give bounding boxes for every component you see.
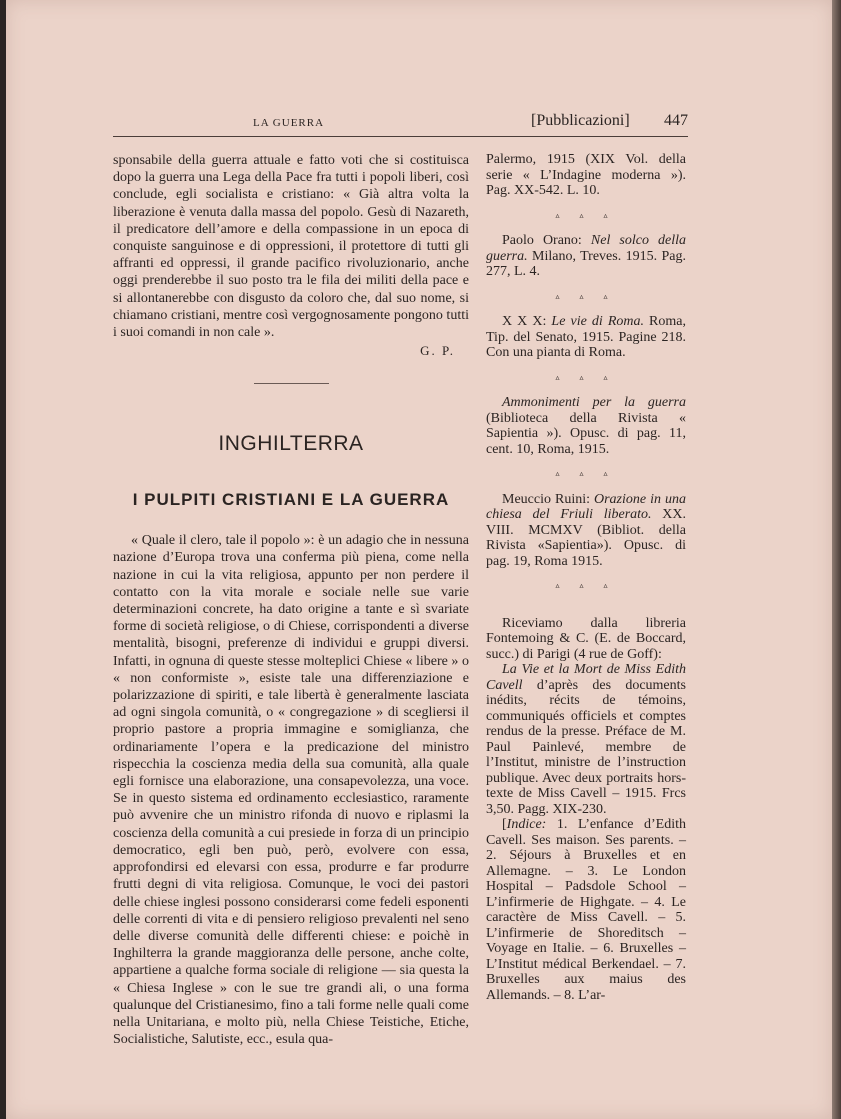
- ornament-divider: ▵ ▵ ▵: [555, 469, 617, 478]
- book-entry: La Vie et la Mort de Miss Edith Cavell d’après des documents inédits, récits de témoins, communiqués officiels et comptes rendus de la presse. Préface de M. Paul Painlevé, membre de l’Institut, ministre de l’instruction publique. Avec deux portraits hors-texte de Miss Cavell – 1915. Frcs 3,50. Pagg. XIX-230.: [486, 662, 686, 817]
- article-paragraph: « Quale il clero, tale il popolo »: è un adagio che in nessuna nazione d’Europa trova una conferma più piena, come nella nazione in cui la vita religiosa, appunto per non perdere il contatto con la vita morale e sociale nelle sue varie determinazioni concrete, ha dato origine a tante e sì svariate forme di società religiose, o di Chiese, corrispondenti a diverse mentalità, bisogni, preferenze di individui e gruppi diversi. Infatti, in ognuna di queste stesse molteplici Chiese « libere » o « non conformiste », esiste tale una differenziazione e polarizzazione di spiriti, e tale libertà è generalmente lasciata ad ogni singola comunità, o « congregazione » di scegliersi il proprio pastore a propria immagine e somiglianza, che ordinariamente l’opera e la predicazione del ministro rispecchia la coscienza media della sua comunità, alla quale egli fornisce una elaborazione, una consapevolezza, una voce. Se in questo sistema ed ordinamento ecclesiastico, raramente può avvenire che un ministro rifonda di nuovo e riplasmi la coscienza della comunità a cui presiede in forza di un principio democratico, egli ben può, però, evolvere con essa, approfondirsi ed elevarsi con essa, produrre e far produrre frutti degni di vita religiosa. Comunque, le voci dei pastori delle chiese inglesi possono considerarsi come fedeli esponenti delle correnti di vita e di pensiero religioso prevalenti nel seno delle diverse comunità delle differenti chiese: e poichè in Inghilterra la grande maggioranza delle persone, anche colte, appartiene a qualche forma sociale di religione — sia questa la « Chiesa Inglese » con le sue tre grandi ali, o una forma qualunque del Cristianesimo, fino a tali forme nelle quali come nella Unitariana, e molto più, nella Chiese Teistiche, Etiche, Socialistiche, Salutiste, ecc., esula qua-: [113, 533, 469, 1048]
- section-title: INGHILTERRA: [218, 432, 364, 456]
- ornament-divider: ▵ ▵ ▵: [555, 581, 617, 590]
- ornament-divider: ▵ ▵ ▵: [555, 291, 617, 301]
- page-edge-shadow: [832, 0, 841, 1119]
- continuation-paragraph: sponsabile della guerra attuale e fatto voti che si costituisca dopo la guerra una Lega della Pace fra tutti i popoli liberi, così conclude, egli socialista e cristiano: « Già altra volta la liberazione è venuta dalla massa del popolo. Gesù di Nazareth, il predicatore dell’amore e della compassione in un epoca di conquiste sanguinose e di oppressioni, il protettore di tutti gli affranti ed oppressi, il grande pacifico rivoluzionario, anche oggi prenderebbe il suo posto tra le fila dei militi della pace e si allontanerebbe con disgusto da coloro che, dal suo nome, si chiamano cristiani, mentre così vergognosamente pongono tutti i suoi comandi in non cale ».: [113, 153, 469, 341]
- bibliography-entry: X X X: Le vie di Roma. Roma, Tip. del Senato, 1915. Pagine 218. Con una pianta di Roma.: [486, 314, 686, 360]
- bibliography-entry: Palermo, 1915 (XIX Vol. della serie « L’Indagine moderna »). Pag. XX-542. L. 10.: [486, 152, 686, 198]
- separator-rule: [254, 383, 329, 384]
- page-number: 447: [664, 112, 688, 129]
- bibliography-entry: Meuccio Ruini: Orazione in una chiesa del Friuli liberato. XX. VIII. MCMXV (Bibliot. della Rivista «Sapientia»). Opusc. di pag. 19, Roma 1915.: [486, 491, 686, 569]
- bibliography-entry: Paolo Orano: Nel solco della guerra. Milano, Treves. 1915. Pag. 277, L. 4.: [486, 233, 686, 279]
- ornament-divider: ▵ ▵ ▵: [555, 372, 617, 382]
- bibliography-entry: Ammonimenti per la guerra (Biblioteca della Rivista « Sapientia »). Opusc. di pag. 11, cent. 10, Roma, 1915.: [486, 395, 686, 457]
- received-intro: Riceviamo dalla libreria Fontemoing & C. (E. de Boccard, succ.) di Parigi (4 rue de Goff):: [486, 615, 686, 662]
- running-title: LA GUERRA: [253, 117, 325, 129]
- signature: G. P.: [420, 343, 455, 359]
- book-index: [Indice: 1. L’enfance d’Edith Cavell. Ses maison. Ses parents. – 2. Séjours à Bruxelles et en Allemagne. – 3. Le London Hospital – Padsdole School – L’infirmerie de Highgate. – 4. Le caractère de Miss Cavell. – 5. L’infirmerie de Shoreditsch – Voyage en Italie. – 6. Bruxelles – L’Institut médical Berkendael. – 7. Bruxelles aux maius des Allemands. – 8. L’ar-: [486, 817, 686, 1003]
- section-label: [Pubblicazioni]: [531, 112, 630, 129]
- right-column: [486, 152, 686, 1003]
- article-title: I PULPITI CRISTIANI E LA GUERRA: [132, 490, 450, 510]
- left-column: [113, 152, 469, 1048]
- journal-page: [6, 0, 832, 1119]
- ornament-divider: ▵ ▵ ▵: [555, 210, 617, 220]
- article-body: [113, 532, 469, 1048]
- running-header: [113, 110, 688, 137]
